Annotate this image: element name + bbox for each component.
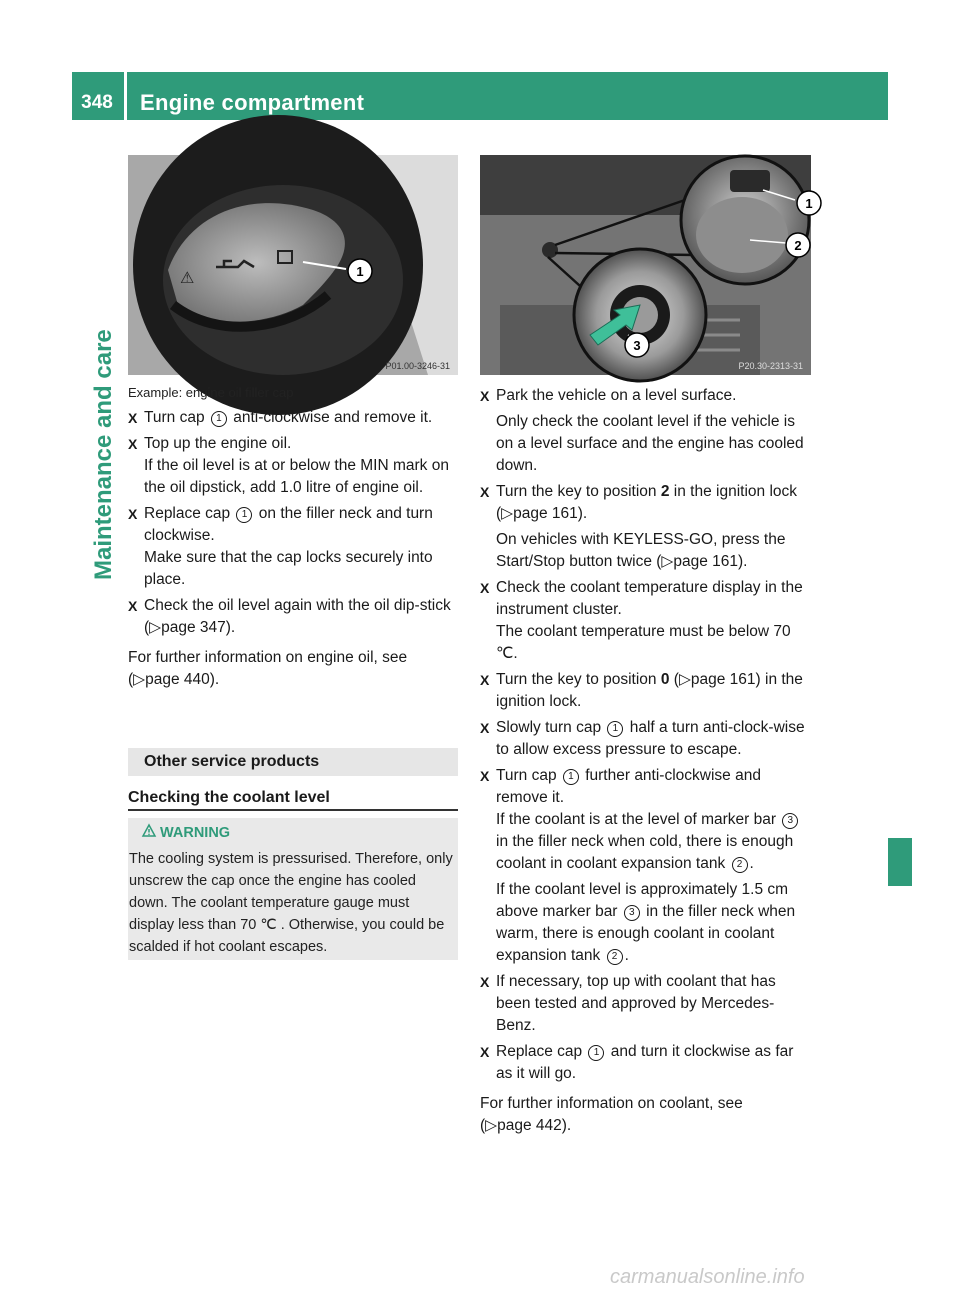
section-header <box>128 748 458 776</box>
step-replace-cap: X Replace cap 1 on the filler neck and turn clockwise. Make sure that the cap locks securely into place. <box>128 505 433 588</box>
step-arrow-icon: X <box>480 580 490 596</box>
subsection-title: Checking the coolant level <box>128 789 330 806</box>
page-reference[interactable]: page 161 <box>673 553 738 570</box>
page-reference[interactable]: page 440 <box>145 671 210 688</box>
warning-box <box>128 818 458 960</box>
subsection-rule <box>128 809 458 811</box>
page-ref-arrow-icon: ▷ <box>501 505 514 522</box>
coolant-tank-photo <box>480 155 811 375</box>
page-ref-arrow-icon: ▷ <box>661 553 674 570</box>
step-arrow-icon: X <box>128 436 138 452</box>
step-turn-cap: X Turn cap 1 anti-clockwise and remove it. <box>128 407 460 429</box>
step-key-position-0: X Turn the key to position 0 (▷page 161) in the ignition lock. <box>480 671 803 710</box>
marker-3-badge: 3 <box>624 905 640 921</box>
page-reference[interactable]: page 161 <box>690 671 756 688</box>
side-tab-label: Maintenance and care <box>90 329 117 580</box>
step-arrow-icon: X <box>128 410 138 426</box>
svg-text:⚠: ⚠ <box>180 270 195 287</box>
step-top-up-coolant: X If necessary, top up with coolant that has been tested and approved by Mercedes-Benz. <box>480 973 776 1034</box>
marker-2-badge: 2 <box>607 949 623 965</box>
step-arrow-icon: X <box>480 388 490 404</box>
warning-icon <box>142 824 160 841</box>
callout-1-label: 1 <box>805 196 813 211</box>
page-ref-arrow-icon: ▷ <box>133 671 146 688</box>
marker-2-badge: 2 <box>732 857 748 873</box>
marker-1-badge: 1 <box>563 769 579 785</box>
marker-1-badge: 1 <box>236 507 252 523</box>
warning-heading: WARNING <box>142 824 230 841</box>
marker-1-badge: 1 <box>588 1045 604 1061</box>
page-ref-arrow-icon: ▷ <box>149 619 162 636</box>
step-key-position-2: X Turn the key to position 2 in the ignition lock (▷page 161). On vehicles with KEYLESS-GO, press the Start/Stop button twice (▷page 161). <box>480 483 798 570</box>
watermark: carmanualsonline.info <box>610 1266 805 1288</box>
figure-caption: Example: engine oil filler cap <box>128 385 294 400</box>
figure-code: P01.00-3246-31 <box>385 361 450 371</box>
step-arrow-icon: X <box>480 1044 490 1060</box>
page-ref-arrow-icon: ▷ <box>678 671 691 688</box>
step-arrow-icon: X <box>480 720 490 736</box>
step-check-oil-level: X Check the oil level again with the oil dip-stick (▷page 347). <box>128 597 451 636</box>
step-check-temperature: X Check the coolant temperature display in the instrument cluster. The coolant temperature must be below 70 ℃. <box>480 579 803 662</box>
page-ref-arrow-icon: ▷ <box>485 1117 498 1134</box>
step-park-vehicle: X Park the vehicle on a level surface. Only check the coolant level if the vehicle is on a level surface and the engine has cooled down. <box>480 387 804 474</box>
page-reference[interactable]: page 347 <box>161 619 226 636</box>
marker-1-badge: 1 <box>607 721 623 737</box>
page-reference[interactable]: page 161 <box>513 505 578 522</box>
side-marker-block <box>888 838 912 886</box>
oil-filler-cap-illustration <box>128 155 458 375</box>
right-column <box>480 381 813 1137</box>
marker-3-badge: 3 <box>782 813 798 829</box>
figure-code: P20.30-2313-31 <box>738 361 803 371</box>
callout-3-label: 3 <box>633 338 641 353</box>
step-arrow-icon: X <box>480 974 490 990</box>
coolant-tank-illustration <box>480 155 811 375</box>
step-arrow-icon: X <box>480 768 490 784</box>
step-arrow-icon: X <box>480 484 490 500</box>
callout-2-label: 2 <box>794 238 802 253</box>
warning-text: The cooling system is pressurised. Therefore, only unscrew the cap once the engine has cooled down. The coolant temperature gauge must display less than 70 ℃ . Otherwise, you could be scalded if hot coolant escapes. <box>129 851 453 955</box>
page-reference[interactable]: page 442 <box>497 1117 562 1134</box>
step-arrow-icon: X <box>128 598 138 614</box>
page-number: 348 <box>81 92 113 113</box>
step-arrow-icon: X <box>480 672 490 688</box>
section-title: Other service products <box>144 753 320 770</box>
marker-1-badge: 1 <box>211 411 227 427</box>
oil-info-paragraph: For further information on engine oil, see (▷page 440). <box>128 649 408 688</box>
left-column <box>128 403 460 691</box>
step-release-pressure: X Slowly turn cap 1 half a turn anti-clock-wise to allow excess pressure to escape. <box>480 719 805 758</box>
coolant-info-paragraph: For further information on coolant, see (▷page 442). <box>480 1095 743 1134</box>
oil-filler-cap-photo <box>128 155 458 375</box>
step-replace-coolant-cap: X Replace cap 1 and turn it clockwise as far as it will go. <box>480 1043 794 1082</box>
callout-1-label: 1 <box>356 264 364 279</box>
header-divider <box>124 72 127 120</box>
step-remove-cap: X Turn cap 1 further anti-clockwise and remove it. If the coolant is at the level of marker bar 3 in the filler neck when cold, there is enough coolant in coolant expansion tank 2 . If the coolant level is approximately 1.5 cm above marker bar 3 in the filler neck when warm, there is enough coolant in coolant expansion tank 2 . <box>480 765 813 967</box>
page-title: Engine compartment <box>140 90 365 115</box>
step-top-up-oil: X Top up the engine oil. If the oil level is at or below the MIN mark on the oil dipstick, add 1.0 litre of engine oil. <box>128 435 449 496</box>
step-arrow-icon: X <box>128 506 138 522</box>
